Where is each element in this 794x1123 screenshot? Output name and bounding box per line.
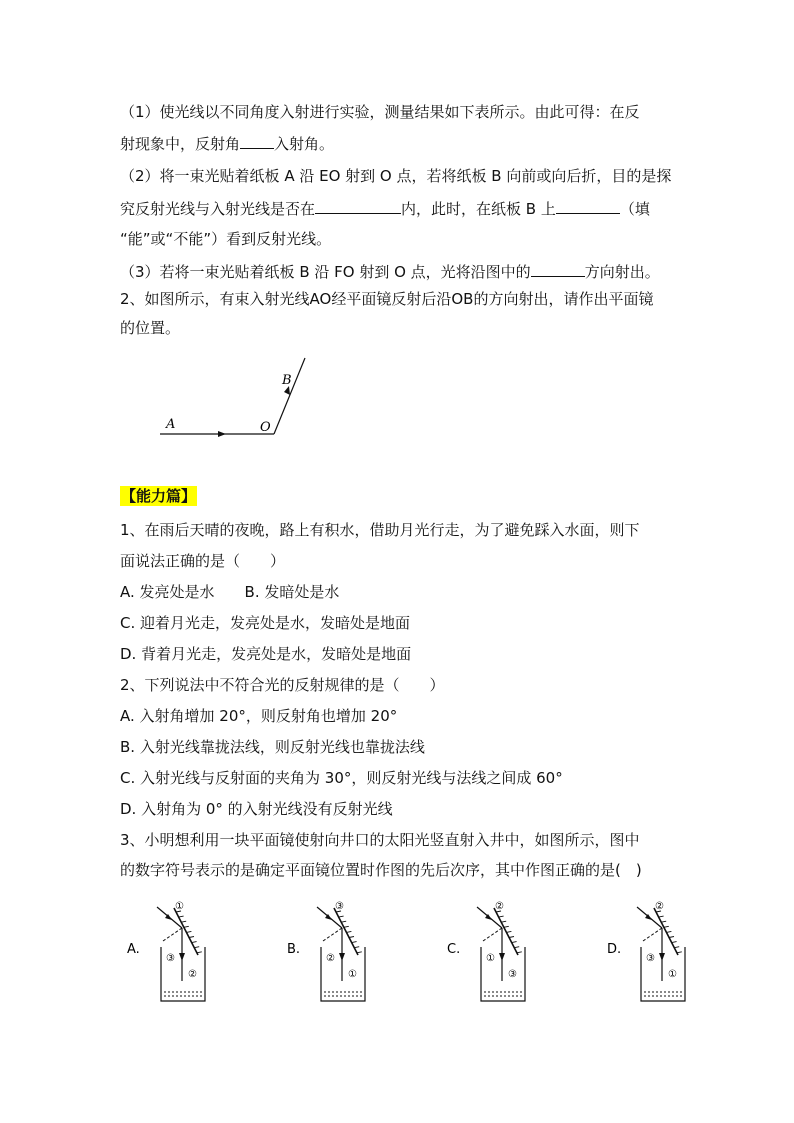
ray-ob bbox=[274, 358, 305, 434]
mirror-hatch bbox=[506, 931, 511, 932]
order-number-top: ③ bbox=[335, 901, 344, 912]
order-number-top: ② bbox=[495, 901, 504, 912]
order-number-right: ① bbox=[348, 969, 357, 980]
answer-blank-1[interactable] bbox=[240, 133, 274, 149]
option-label: A. bbox=[127, 942, 140, 957]
mirror-hatch bbox=[192, 942, 197, 943]
answer-blank-4[interactable] bbox=[531, 261, 585, 277]
option-c[interactable]: C. 入射光线与反射面的夹角为 30°，则反射光线与法线之间成 60° bbox=[120, 769, 563, 787]
ability-q3-line2: 的数字符号表示的是确定平面镜位置时作图的先后次序，其中作图正确的是( ) bbox=[120, 861, 642, 879]
q2-text-line3: “能”或“不能”）看到反射光线。 bbox=[120, 230, 332, 248]
option-d[interactable]: D. 入射角为 0° 的入射光线没有反射光线 bbox=[120, 800, 393, 818]
option-a[interactable]: A. 发亮处是水 bbox=[120, 583, 215, 601]
order-number-top: ② bbox=[655, 901, 664, 912]
q1-text-line2 bbox=[120, 133, 334, 154]
label-a: A bbox=[166, 417, 176, 432]
option-b[interactable]: B. 发暗处是水 bbox=[244, 583, 340, 601]
q2-text-a: 究反射光线与入射光线是否在 bbox=[120, 200, 316, 218]
arrow-ao bbox=[218, 431, 226, 437]
mirror-hatch bbox=[499, 916, 504, 917]
ability-q1-options-ab bbox=[120, 582, 339, 602]
option-figure-a[interactable] bbox=[125, 895, 225, 1005]
mirror-hatch bbox=[659, 916, 664, 917]
order-number-left: ③ bbox=[646, 953, 655, 964]
q3-text-line1 bbox=[120, 261, 660, 282]
ability-q3-line1: 3、小明想利用一块平面镜使射向井口的太阳光竖直射入井中，如图所示，图中 bbox=[120, 831, 640, 849]
order-number-left: ① bbox=[486, 953, 495, 964]
order-number-right: ③ bbox=[508, 969, 517, 980]
q2-text-c: （填 bbox=[619, 200, 650, 218]
mirror-hatch bbox=[669, 937, 674, 938]
mirror-hatch bbox=[349, 937, 354, 938]
q3-text-a: （3）若将一束光贴着纸板 B 沿 FO 射到 O 点，光将沿图中的 bbox=[120, 263, 531, 281]
label-o: O bbox=[260, 420, 271, 435]
mirror-hatch bbox=[354, 947, 359, 948]
q3-text-b: 方向射出。 bbox=[584, 263, 660, 281]
mirror-hatch bbox=[181, 921, 186, 922]
order-number-left: ③ bbox=[166, 953, 175, 964]
option-b[interactable]: B. 入射光线靠拢法线，则反射光线也靠拢法线 bbox=[120, 738, 425, 756]
mirror-hatch bbox=[661, 921, 666, 922]
normal-line bbox=[323, 928, 342, 941]
mirror-hatch bbox=[189, 937, 194, 938]
answer-blank-3[interactable] bbox=[556, 198, 620, 214]
mirror-hatch bbox=[194, 947, 199, 948]
q1-text-a: 射现象中，反射角 bbox=[120, 135, 241, 153]
mirror-hatch bbox=[179, 916, 184, 917]
reflected-arrow bbox=[339, 953, 345, 961]
mirror-hatch bbox=[677, 952, 682, 953]
option-label: C. bbox=[447, 942, 461, 957]
mirror-hatch bbox=[512, 942, 517, 943]
mirror-hatch bbox=[674, 947, 679, 948]
mirror-hatch bbox=[352, 942, 357, 943]
label-b: B bbox=[282, 373, 292, 388]
mirror-hatch bbox=[357, 952, 362, 953]
mirror-hatch bbox=[664, 926, 669, 927]
order-number-top: ① bbox=[175, 901, 184, 912]
mirror-hatch bbox=[501, 921, 506, 922]
order-number-right: ① bbox=[668, 969, 677, 980]
p2-text-line1: 2、如图所示，有束入射光线AO经平面镜反射后沿OB的方向射出，请作出平面镜 bbox=[120, 290, 654, 308]
reflected-arrow bbox=[179, 953, 185, 961]
reflected-arrow bbox=[659, 953, 665, 961]
mirror-hatch bbox=[514, 947, 519, 948]
ability-q1-line1: 1、在雨后天晴的夜晚，路上有积水，借助月光行走，为了避免踩入水面，则下 bbox=[120, 521, 640, 539]
mirror-hatch bbox=[346, 931, 351, 932]
mirror-hatch bbox=[672, 942, 677, 943]
mirror-hatch bbox=[509, 937, 514, 938]
mirror-hatch bbox=[344, 926, 349, 927]
section-heading: 【能力篇】 bbox=[121, 487, 197, 505]
q2-text-line1: （2）将一束光贴着纸板 A 沿 EO 射到 O 点，若将纸板 B 向前或向后折，目的是探 bbox=[120, 167, 672, 185]
option-a[interactable]: A. 入射角增加 20°，则反射角也增加 20° bbox=[120, 707, 398, 725]
option-figure-c[interactable] bbox=[445, 895, 545, 1005]
normal-line bbox=[483, 928, 502, 941]
mirror-hatch bbox=[504, 926, 509, 927]
mirror-hatch bbox=[184, 926, 189, 927]
q1-text-b: 入射角。 bbox=[274, 135, 335, 153]
option-d[interactable]: D. 背着月光走，发亮处是水，发暗处是地面 bbox=[120, 645, 412, 663]
reflection-figure bbox=[150, 350, 320, 445]
p2-text-line2: 的位置。 bbox=[120, 319, 181, 337]
option-figure-b[interactable] bbox=[285, 895, 385, 1005]
order-number-left: ② bbox=[326, 953, 335, 964]
q2-text-line2 bbox=[120, 198, 650, 219]
option-c[interactable]: C. 迎着月光走，发亮处是水，发暗处是地面 bbox=[120, 614, 411, 632]
option-figure-d[interactable] bbox=[605, 895, 705, 1005]
q1-text-line1: （1）使光线以不同角度入射进行实验，测量结果如下表所示。由此可得：在反 bbox=[120, 103, 640, 121]
answer-blank-2[interactable] bbox=[315, 198, 401, 214]
normal-line bbox=[163, 928, 182, 941]
mirror-hatch bbox=[339, 916, 344, 917]
ability-q1-line2: 面说法正确的是（ ） bbox=[120, 552, 286, 570]
option-label: D. bbox=[607, 942, 622, 957]
option-label: B. bbox=[287, 942, 301, 957]
q2-text-b: 内，此时，在纸板 B 上 bbox=[401, 200, 556, 218]
mirror-hatch bbox=[666, 931, 671, 932]
reflected-arrow bbox=[499, 953, 505, 961]
mirror-hatch bbox=[517, 952, 522, 953]
mirror-hatch bbox=[341, 921, 346, 922]
mirror-hatch bbox=[197, 952, 202, 953]
normal-line bbox=[643, 928, 662, 941]
mirror-hatch bbox=[186, 931, 191, 932]
ability-q2-line1: 2、下列说法中不符合光的反射规律的是（ ） bbox=[120, 676, 445, 694]
order-number-right: ② bbox=[188, 969, 197, 980]
